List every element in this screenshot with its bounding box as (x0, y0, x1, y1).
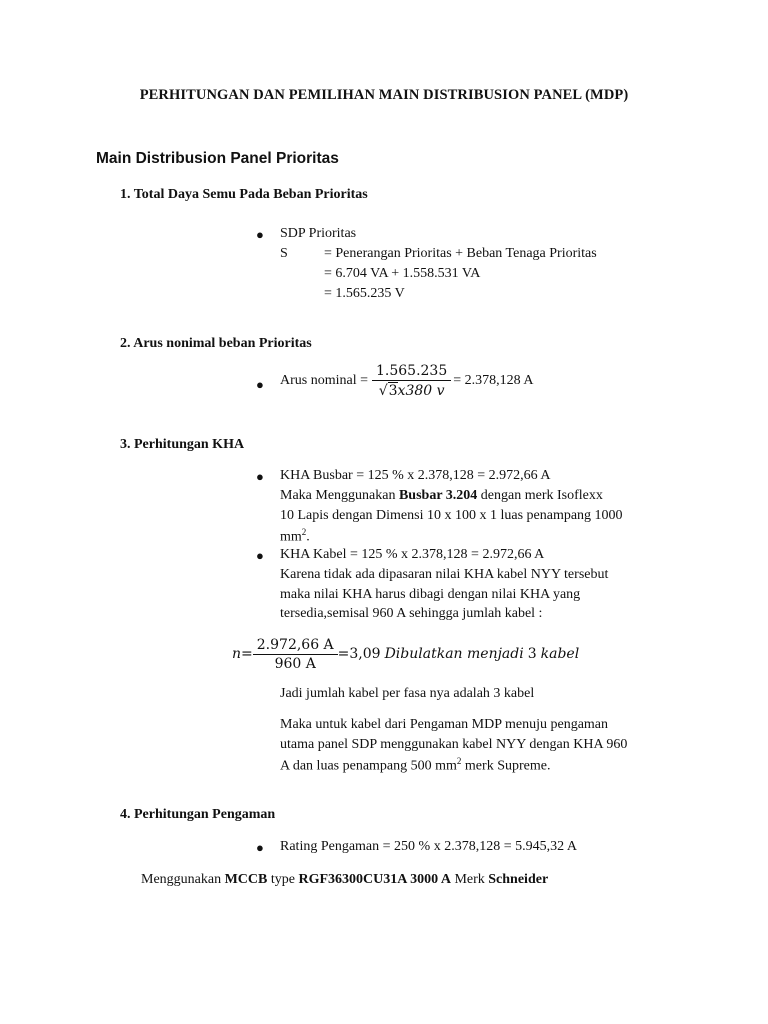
busbar-type: Busbar 3.204 (398, 488, 478, 503)
heading-kha: 3. Perhitungan KHA (120, 437, 245, 452)
busbar-sup: 2 (301, 527, 307, 537)
n-formula (232, 634, 579, 674)
heading-pengaman: 4. Perhitungan Pengaman (120, 807, 276, 822)
busbar-line-2 (280, 488, 603, 504)
n-equals: = (241, 646, 253, 662)
final-line (141, 872, 548, 888)
arus-result: = 2.378,128 A (453, 373, 534, 388)
final-pre: Menggunakan (141, 872, 222, 887)
section-heading: Main Distribusion Panel Prioritas (96, 150, 339, 167)
kha-kabel-calc: KHA Kabel = 125 % x 2.378,128 = 2.972,66 A (280, 547, 545, 562)
bullet-dot: ● (256, 840, 264, 855)
final-merk-word: Merk (454, 872, 485, 887)
final-brand: Schneider (488, 872, 549, 887)
document-title: PERHITUNGAN DAN PEMILIHAN MAIN DISTRIBUSION PANEL (MDP) (139, 87, 629, 103)
arus-den-rest: x380 (397, 383, 433, 399)
kabel-line-4: tersedia,semisal 960 A sehingga jumlah kabel : (280, 606, 543, 621)
bullet-dot: ● (256, 227, 264, 242)
final-type-code: RGF36300CU31A 3000 A (298, 872, 451, 887)
n-result: =3,09 (337, 646, 381, 662)
maka-line-3-pre: A dan luas penampang 500 mm (280, 758, 457, 774)
heading-total-daya: 1. Total Daya Semu Pada Beban Prioritas (120, 187, 368, 202)
sqrt-sign: √ (378, 383, 388, 399)
arus-den-unit: v (436, 383, 445, 399)
kabel-line-3: maka nilai KHA harus dibagi dengan nilai KHA yang (280, 587, 581, 602)
n-rounding-text: Dibulatkan menjadi (384, 646, 524, 662)
busbar-post: dengan merk Isoflexx (480, 488, 603, 503)
busbar-pre: Maka Menggunakan (280, 488, 396, 503)
arus-formula (280, 358, 534, 404)
arus-label: Arus nominal = (280, 373, 368, 388)
s-line-3: = 1.565.235 V (324, 286, 405, 301)
s-line-1: = Penerangan Prioritas + Beban Tenaga Prioritas (324, 246, 597, 261)
n-numerator: 2.972,66 A (253, 637, 338, 655)
busbar-end: . (306, 529, 310, 545)
final-type-word: type (270, 872, 295, 887)
kha-busbar-calc: KHA Busbar = 125 % x 2.378,128 = 2.972,66 A (280, 468, 551, 483)
maka-line-3-post: merk Supreme. (461, 758, 551, 774)
maka-line-2: utama panel SDP menggunakan kabel NYY dengan KHA 960 (280, 737, 628, 752)
maka-line-1: Maka untuk kabel dari Pengaman MDP menuju pengaman (280, 717, 609, 732)
final-mccb: MCCB (224, 872, 268, 887)
n-unit: kabel (540, 646, 580, 662)
n-denominator: 960 A (274, 655, 316, 672)
sqrt-radicand: 3 (388, 383, 398, 399)
rating-pengaman: Rating Pengaman = 250 % x 2.378,128 = 5.945,32 A (280, 839, 577, 854)
jadi-line: Jadi jumlah kabel per fasa nya adalah 3 kabel (280, 686, 535, 701)
arus-fraction (372, 363, 451, 399)
arus-numerator: 1.565.235 (372, 363, 451, 381)
busbar-unit: mm (280, 529, 302, 545)
maka-line-3 (280, 756, 550, 775)
busbar-line-4 (280, 527, 310, 546)
busbar-line-3: 10 Lapis dengan Dimensi 10 x 100 x 1 luas penampang 1000 (280, 508, 623, 523)
arus-denominator (372, 381, 451, 399)
n-symbol: n (232, 646, 242, 662)
bullet-dot: ● (256, 469, 264, 484)
maka-sup: 2 (456, 756, 462, 766)
kabel-line-2: Karena tidak ada dipasaran nilai KHA kabel NYY tersebut (280, 567, 609, 582)
s-line-2: = 6.704 VA + 1.558.531 VA (324, 266, 481, 281)
bullet-dot: ● (256, 548, 264, 563)
sdp-label: SDP Prioritas (280, 226, 357, 241)
n-fraction (253, 637, 338, 672)
s-symbol: S (280, 246, 288, 261)
heading-arus-nominal: 2. Arus nonimal beban Prioritas (120, 336, 312, 351)
n-count: 3 (527, 646, 537, 662)
bullet-dot: ● (256, 377, 264, 392)
